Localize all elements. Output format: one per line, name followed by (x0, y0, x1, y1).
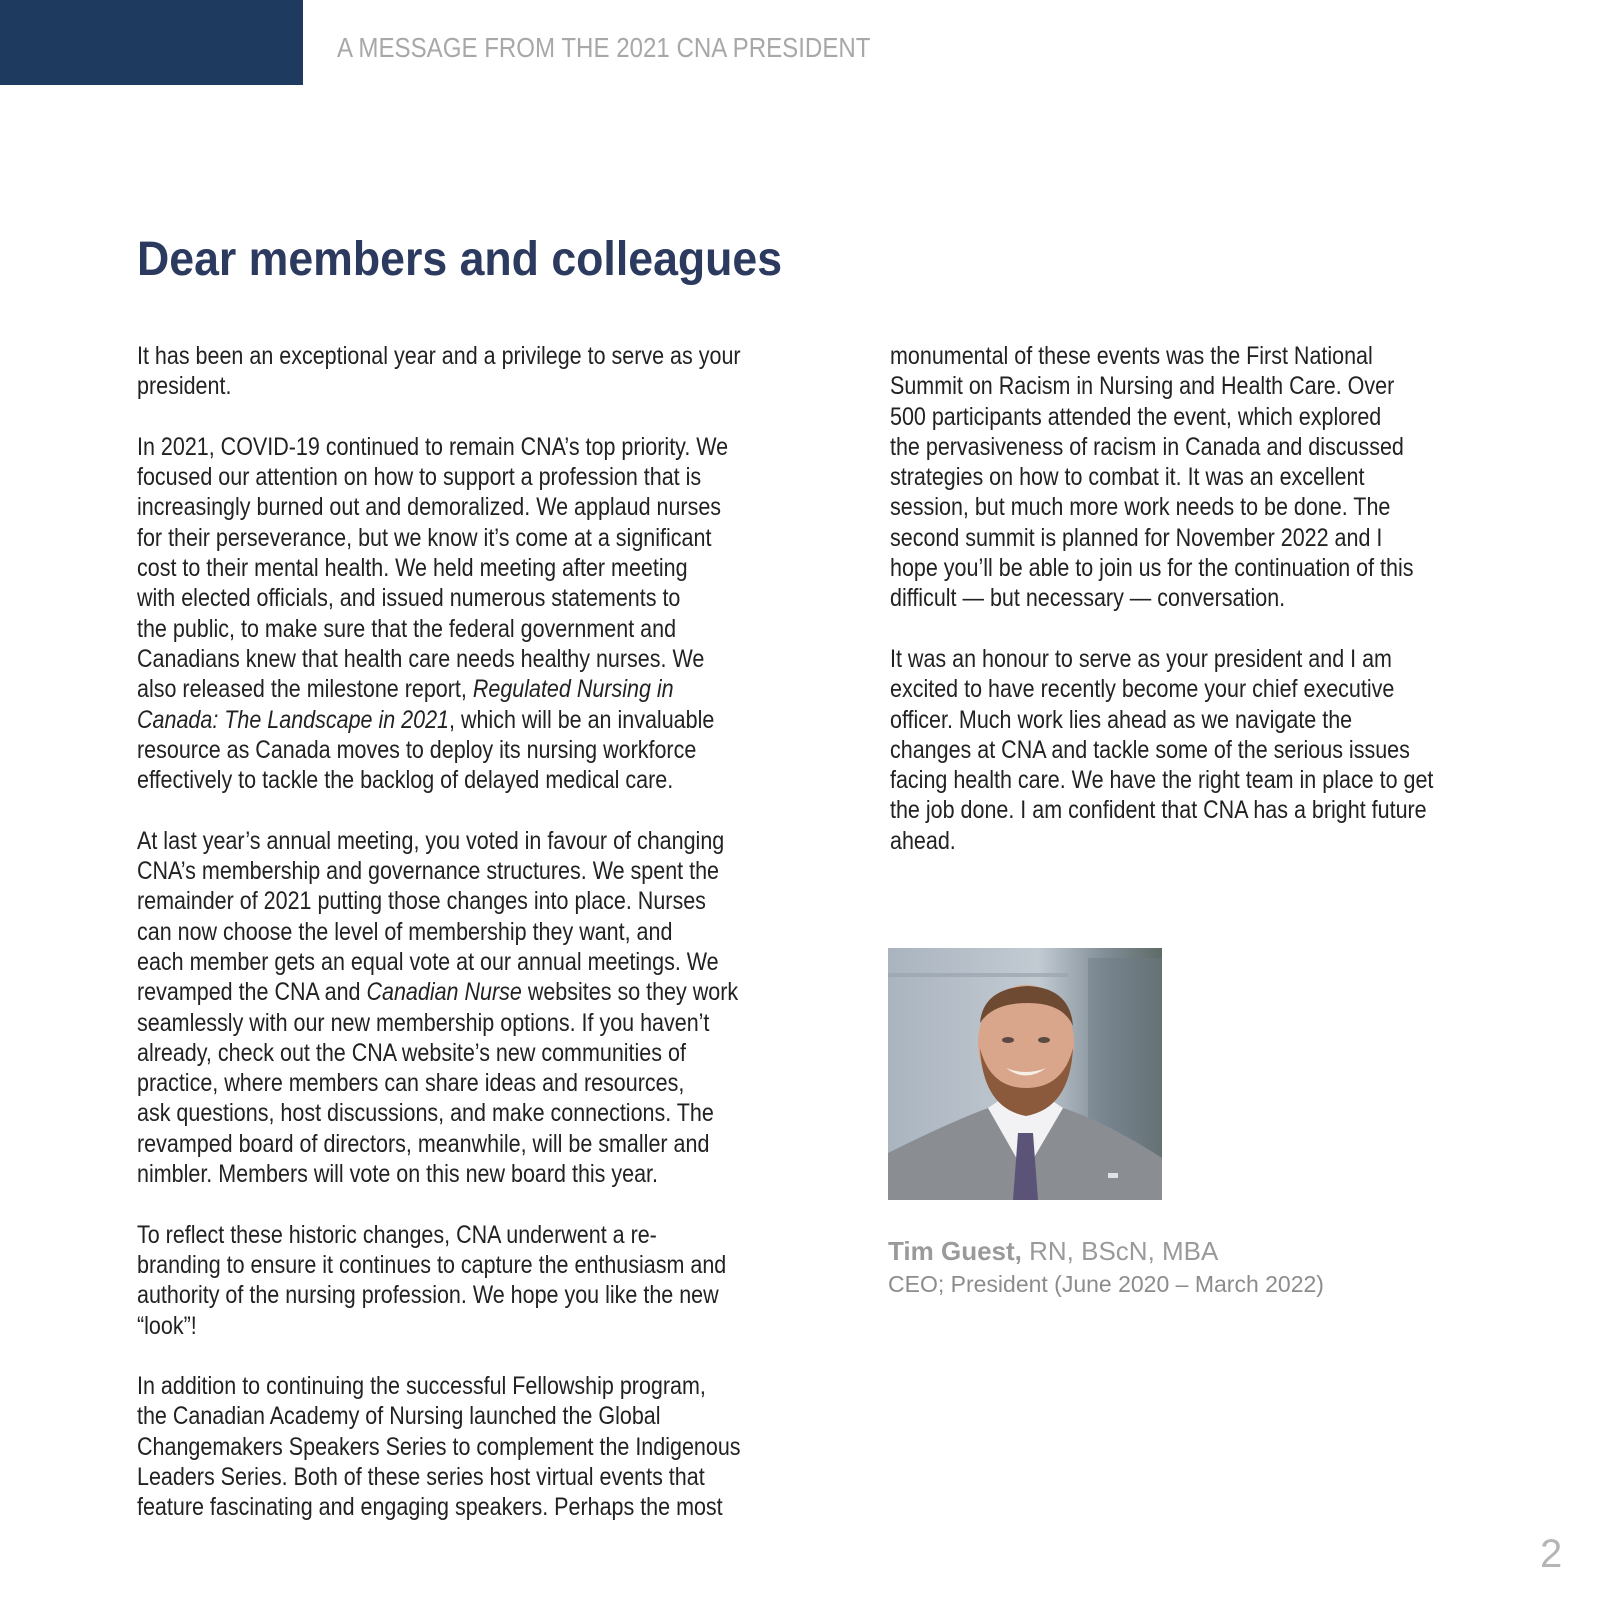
paragraph-academy (137, 1371, 817, 1522)
text-line: president. (137, 372, 232, 401)
text-line: for their perseverance, but we know it’s come at a significant (137, 523, 712, 552)
header-accent-block (0, 0, 303, 85)
text-line: CNA’s membership and governance structures. We spent the (137, 857, 719, 886)
text-line: In addition to continuing the successful Fellowship program, (137, 1372, 706, 1401)
text-line: focused our attention on how to support a profession that is (137, 463, 702, 492)
text-line: revamped board of directors, meanwhile, will be smaller and (137, 1129, 710, 1158)
text-line: session, but much more work needs to be done. The (890, 493, 1391, 522)
text-line: remainder of 2021 putting those changes into place. Nurses (137, 887, 706, 916)
text-line: ahead. (890, 826, 956, 855)
signature-name-line (888, 1236, 1324, 1267)
paragraph-summit (890, 341, 1530, 614)
text-line (137, 705, 722, 735)
signature-title: CEO; President (June 2020 – March 2022) (888, 1271, 1324, 1297)
text-line: with elected officials, and issued numerous statements to (137, 584, 681, 613)
text-line: second summit is planned for November 2022 and I (890, 523, 1383, 552)
text-line: In 2021, COVID-19 continued to remain CNA’s top priority. We (137, 432, 729, 461)
text-line: each member gets an equal vote at our annual meetings. We (137, 947, 719, 976)
report-title-italic: Regulated Nursing in (472, 675, 674, 704)
text-segment: , which will be an invaluable (448, 705, 715, 734)
text-line: It was an honour to serve as your president and I am (890, 644, 1392, 673)
text-line: the pervasiveness of racism in Canada and discussed (890, 432, 1404, 461)
paragraph-closing (890, 644, 1530, 856)
signature-name: Tim Guest, (888, 1236, 1022, 1266)
text-line: cost to their mental health. We held meeting after meeting (137, 554, 688, 583)
text-segment: websites so they work (521, 978, 739, 1007)
text-line: the Canadian Academy of Nursing launched the Global (137, 1402, 661, 1431)
paragraph-intro (137, 341, 817, 402)
section-label: A MESSAGE FROM THE 2021 CNA PRESIDENT (337, 32, 871, 63)
text-line: difficult — but necessary — conversation. (890, 584, 1286, 613)
text-line: changes at CNA and tackle some of the serious issues (890, 735, 1410, 764)
text-line: seamlessly with our new membership options. If you haven’t (137, 1008, 710, 1037)
report-title-italic: Canada: The Landscape in 2021 (137, 705, 449, 734)
publication-title-italic: Canadian Nurse (366, 978, 522, 1007)
president-portrait-photo (888, 948, 1162, 1200)
text-line: nimbler. Members will vote on this new board this year. (137, 1160, 659, 1189)
letter-left-column (137, 341, 817, 1553)
text-line (137, 977, 739, 1007)
text-line: monumental of these events was the First National (890, 342, 1373, 370)
text-line: Canadians knew that health care needs healthy nurses. We (137, 644, 705, 673)
page-number: 2 (1540, 1532, 1563, 1576)
text-line: ask questions, host discussions, and make connections. The (137, 1099, 714, 1128)
letter-right-column (890, 341, 1530, 886)
signature-block (888, 1236, 1324, 1298)
text-line: the public, to make sure that the federal government and (137, 614, 677, 643)
text-line (137, 674, 722, 704)
text-line: the job done. I am confident that CNA has a bright future (890, 796, 1427, 825)
text-line: practice, where members can share ideas and resources, (137, 1069, 685, 1098)
text-line: feature fascinating and engaging speakers. Perhaps the most (137, 1493, 723, 1522)
text-line: At last year’s annual meeting, you voted in favour of changing (137, 826, 725, 855)
text-line: hope you’ll be able to join us for the continuation of this (890, 554, 1414, 583)
text-line: strategies on how to combat it. It was an excellent (890, 463, 1365, 492)
text-line: To reflect these historic changes, CNA underwent a re- (137, 1220, 657, 1249)
text-line: officer. Much work lies ahead as we navigate the (890, 705, 1353, 734)
text-line: It has been an exceptional year and a privilege to serve as your (137, 342, 741, 370)
text-line: Leaders Series. Both of these series host virtual events that (137, 1462, 705, 1491)
signature-credentials: RN, BScN, MBA (1021, 1236, 1219, 1266)
paragraph-membership (137, 826, 817, 1190)
page-title: Dear members and colleagues (137, 233, 783, 286)
paragraph-rebranding (137, 1220, 817, 1341)
text-line: authority of the nursing profession. We hope you like the new (137, 1281, 719, 1310)
text-segment: also released the milestone report, (137, 675, 473, 704)
paragraph-covid (137, 432, 817, 796)
text-line: can now choose the level of membership they want, and (137, 917, 673, 946)
text-line: Changemakers Speakers Series to complement the Indigenous (137, 1432, 741, 1461)
text-line: facing health care. We have the right team in place to get (890, 766, 1434, 795)
text-line: branding to ensure it continues to capture the enthusiasm and (137, 1250, 727, 1279)
text-line: effectively to tackle the backlog of delayed medical care. (137, 766, 674, 795)
text-line: resource as Canada moves to deploy its nursing workforce (137, 735, 697, 764)
text-line: “look”! (137, 1311, 197, 1340)
text-line: 500 participants attended the event, which explored (890, 402, 1382, 431)
text-line: already, check out the CNA website’s new communities of (137, 1038, 686, 1067)
text-line: increasingly burned out and demoralized. We applaud nurses (137, 493, 722, 522)
portrait-illustration (888, 948, 1162, 1200)
text-line: Summit on Racism in Nursing and Health Care. Over (890, 372, 1395, 401)
text-segment: revamped the CNA and (137, 978, 367, 1007)
text-line: excited to have recently become your chief executive (890, 675, 1395, 704)
